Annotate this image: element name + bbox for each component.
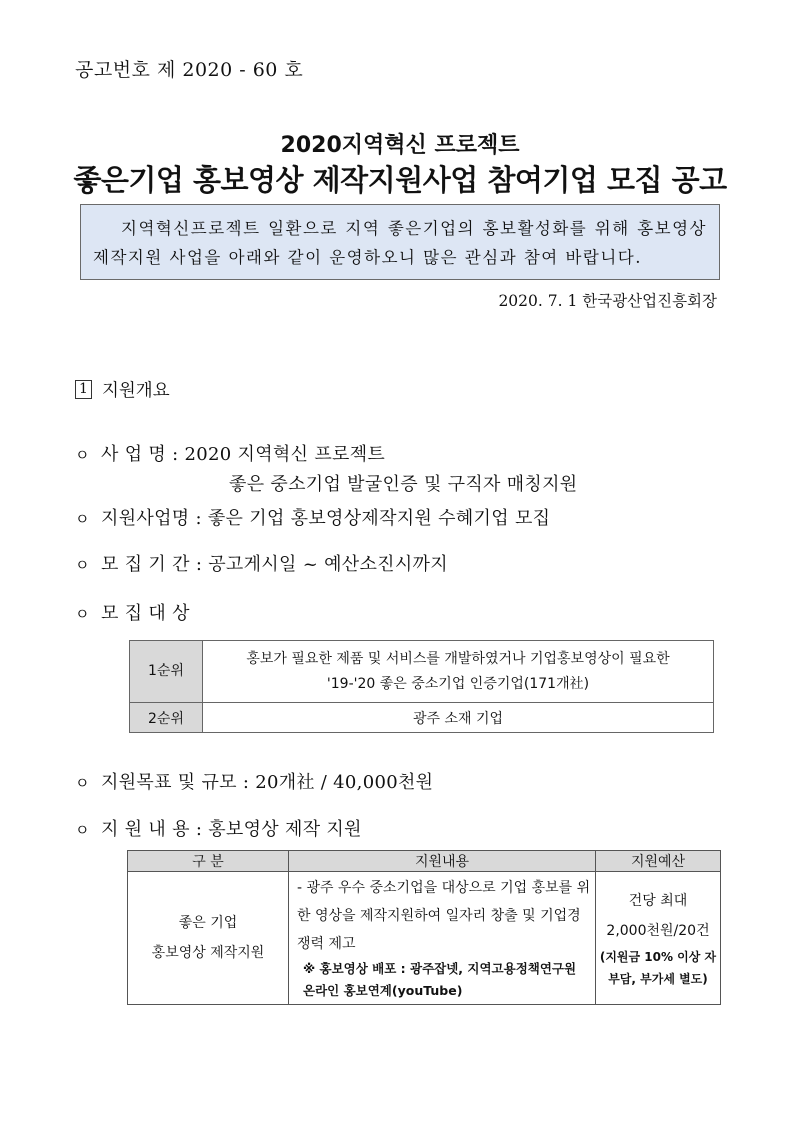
budget-cell <box>596 872 721 1005</box>
table-row <box>130 641 714 703</box>
item-label: 모 집 기 간 : <box>101 554 203 575</box>
category-line: 좋은 기업 <box>178 915 238 931</box>
item-value: 20개社 / 40,000천원 <box>255 772 434 793</box>
item-content <box>75 815 362 841</box>
category-line: 홍보영상 제작지원 <box>151 945 265 961</box>
bullet: ㅇ <box>75 605 90 623</box>
target-line: 홍보가 필요한 제품 및 서비스를 개발하였거나 기업홍보영상이 필요한 <box>246 650 670 667</box>
item-label: 사 업 명 : <box>101 444 179 465</box>
item-label: 지원목표 및 규모 : <box>101 772 250 793</box>
description-cell <box>289 872 596 1005</box>
notice-number: 공고번호 제 2020 - 60 호 <box>75 59 304 81</box>
section-number: 1 <box>75 380 92 399</box>
item-label: 지원사업명 : <box>101 508 202 529</box>
budget-line: 2,000천원/20건 <box>606 923 710 939</box>
header-content: 지원내용 <box>289 851 596 872</box>
item-goal <box>75 768 433 794</box>
item-label: 지 원 내 용 : <box>101 819 203 840</box>
target-table <box>129 640 714 733</box>
item-project-name <box>75 440 385 466</box>
target-cell: 광주 소재 기업 <box>203 703 714 733</box>
intro-text: 지역혁신프로젝트 일환으로 지역 좋은기업의 홍보활성화를 위해 홍보영상 제작지원 사업을 아래와 같이 운영하오니 많은 관심과 참여 바랍니다. <box>93 219 707 267</box>
description-main: - 광주 우수 중소기업을 대상으로 기업 홍보를 위한 영상을 제작지원하여 일자리 창출 및 기업경쟁력 제고 <box>297 880 591 952</box>
category-cell <box>128 872 289 1005</box>
item-period <box>75 550 448 576</box>
header-budget: 지원예산 <box>596 851 721 872</box>
intro-box <box>80 204 720 280</box>
date-organization: 2020. 7. 1 한국광산업진흥회장 <box>498 292 717 310</box>
description-note: ※ 홍보영상 배포 : 광주잡넷, 지역고용정책연구원 온라인 홍보연계(youTube) <box>303 961 577 998</box>
title-line-1: 2020지역혁신 프로젝트 <box>280 133 520 158</box>
table-header-row <box>128 851 721 872</box>
budget-line: 건당 최대 <box>628 893 688 909</box>
bullet: ㅇ <box>75 510 90 528</box>
title-line-2: 좋은기업 홍보영상 제작지원사업 참여기업 모집 공고 <box>73 163 727 197</box>
header-category: 구 분 <box>128 851 289 872</box>
target-cell <box>203 641 714 703</box>
target-line: '19-'20 좋은 중소기업 인증기업(171개社) <box>326 675 590 692</box>
item-value: 좋은 중소기업 발굴인증 및 구직자 매칭지원 <box>229 474 578 495</box>
bullet: ㅇ <box>75 556 90 574</box>
item-value: 좋은 기업 홍보영상제작지원 수혜기업 모집 <box>207 508 551 529</box>
section-heading <box>75 377 170 402</box>
item-label: 모 집 대 상 <box>101 603 190 624</box>
budget-note: (지원금 10% 이상 자부담, 부가세 별도) <box>599 950 717 986</box>
item-value: 홍보영상 제작 지원 <box>208 819 362 840</box>
bullet: ㅇ <box>75 821 90 839</box>
table-row <box>128 872 721 1005</box>
item-value: 2020 지역혁신 프로젝트 <box>184 444 386 465</box>
rank-cell: 1순위 <box>130 641 203 703</box>
bullet: ㅇ <box>75 446 90 464</box>
section-title: 지원개요 <box>102 381 170 401</box>
item-target <box>75 599 190 625</box>
table-row <box>130 703 714 733</box>
item-support-project <box>75 504 550 530</box>
content-table <box>127 850 721 1005</box>
item-project-name-line2 <box>229 470 578 496</box>
item-value: 공고게시일 ~ 예산소진시까지 <box>208 554 448 575</box>
rank-cell: 2순위 <box>130 703 203 733</box>
bullet: ㅇ <box>75 774 90 792</box>
